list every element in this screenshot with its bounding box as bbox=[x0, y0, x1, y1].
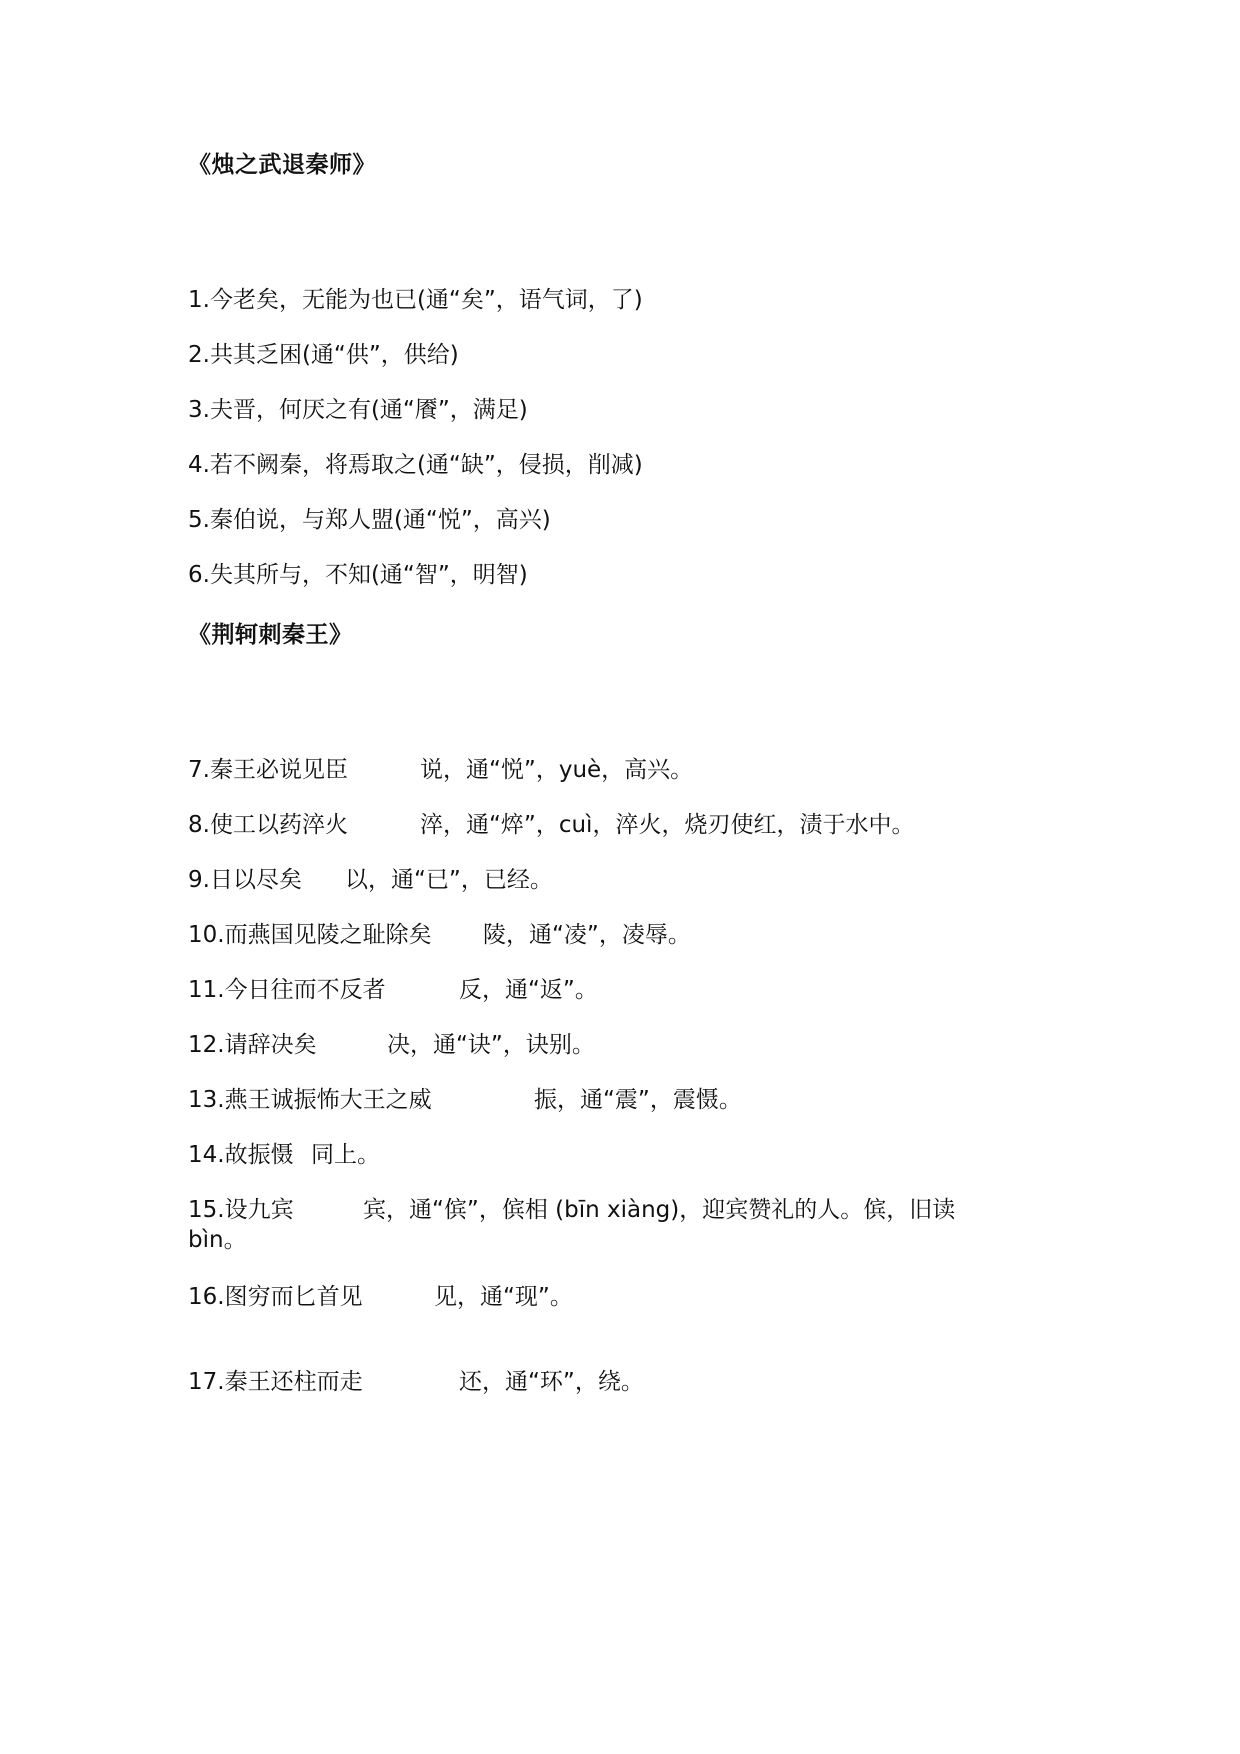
item-source: 17.秦王还柱而走 bbox=[188, 1369, 363, 1395]
list-item bbox=[188, 755, 694, 785]
list-item: 5.秦伯说，与郑人盟(通“悦”，高兴) bbox=[188, 507, 551, 533]
list-item bbox=[188, 1085, 742, 1115]
item-source: 14.故振慑 bbox=[188, 1142, 294, 1168]
list-item bbox=[188, 865, 553, 895]
item-source: 15.设九宾 bbox=[188, 1197, 294, 1223]
item-source: 16.图穷而匕首见 bbox=[188, 1284, 363, 1310]
item-note: 振，通“震”，震慑。 bbox=[534, 1087, 742, 1113]
item-source: 10.而燕国见陵之耻除矣 bbox=[188, 922, 432, 948]
item-note: 还，通“环”，绕。 bbox=[459, 1369, 644, 1395]
item-source: 12.请辞决矣 bbox=[188, 1032, 317, 1058]
item-note-continuation: bìn。 bbox=[188, 1227, 247, 1253]
item-note: 淬，通“焠”，cuì，淬火，烧刃使红，渍于水中。 bbox=[420, 812, 915, 838]
list-item: 3.夫晋，何厌之有(通“餍”，满足) bbox=[188, 397, 528, 423]
list-item bbox=[188, 810, 915, 840]
item-source: 7.秦王必说见臣 bbox=[188, 757, 348, 783]
item-source: 8.使工以药淬火 bbox=[188, 812, 348, 838]
item-note: 说，通“悦”，yuè，高兴。 bbox=[420, 757, 694, 783]
list-item: 1.今老矣，无能为也已(通“矣”，语气词，了) bbox=[188, 287, 643, 313]
item-source: 9.日以尽矣 bbox=[188, 867, 302, 893]
list-item bbox=[188, 1140, 380, 1170]
list-item bbox=[188, 920, 691, 950]
item-note: 同上。 bbox=[311, 1142, 380, 1168]
list-item: 6.失其所与，不知(通“智”，明智) bbox=[188, 562, 528, 588]
list-item: 2.共其乏困(通“供”，供给) bbox=[188, 342, 459, 368]
section-title-jingke: 《荆轲刺秦王》 bbox=[188, 622, 353, 648]
list-item bbox=[188, 1367, 644, 1397]
list-item: 4.若不阙秦，将焉取之(通“缺”，侵损，削减) bbox=[188, 452, 643, 478]
section-title-zhuzhiwu: 《烛之武退秦师》 bbox=[188, 152, 376, 178]
list-item bbox=[188, 1282, 573, 1312]
item-note: 反，通“返”。 bbox=[459, 977, 598, 1003]
item-note: 陵，通“凌”，凌辱。 bbox=[483, 922, 691, 948]
list-item bbox=[188, 975, 598, 1005]
item-source: 13.燕王诚振怖大王之威 bbox=[188, 1087, 432, 1113]
item-note: 决，通“诀”，诀别。 bbox=[387, 1032, 595, 1058]
item-note: 见，通“现”。 bbox=[434, 1284, 573, 1310]
item-source: 11.今日往而不反者 bbox=[188, 977, 386, 1003]
item-note: 以，通“已”，已经。 bbox=[345, 867, 553, 893]
item-note: 宾，通“傧”，傧相 (bīn xiàng)，迎宾赞礼的人。傧，旧读 bbox=[363, 1197, 956, 1223]
list-item bbox=[188, 1195, 1058, 1255]
list-item bbox=[188, 1030, 595, 1060]
